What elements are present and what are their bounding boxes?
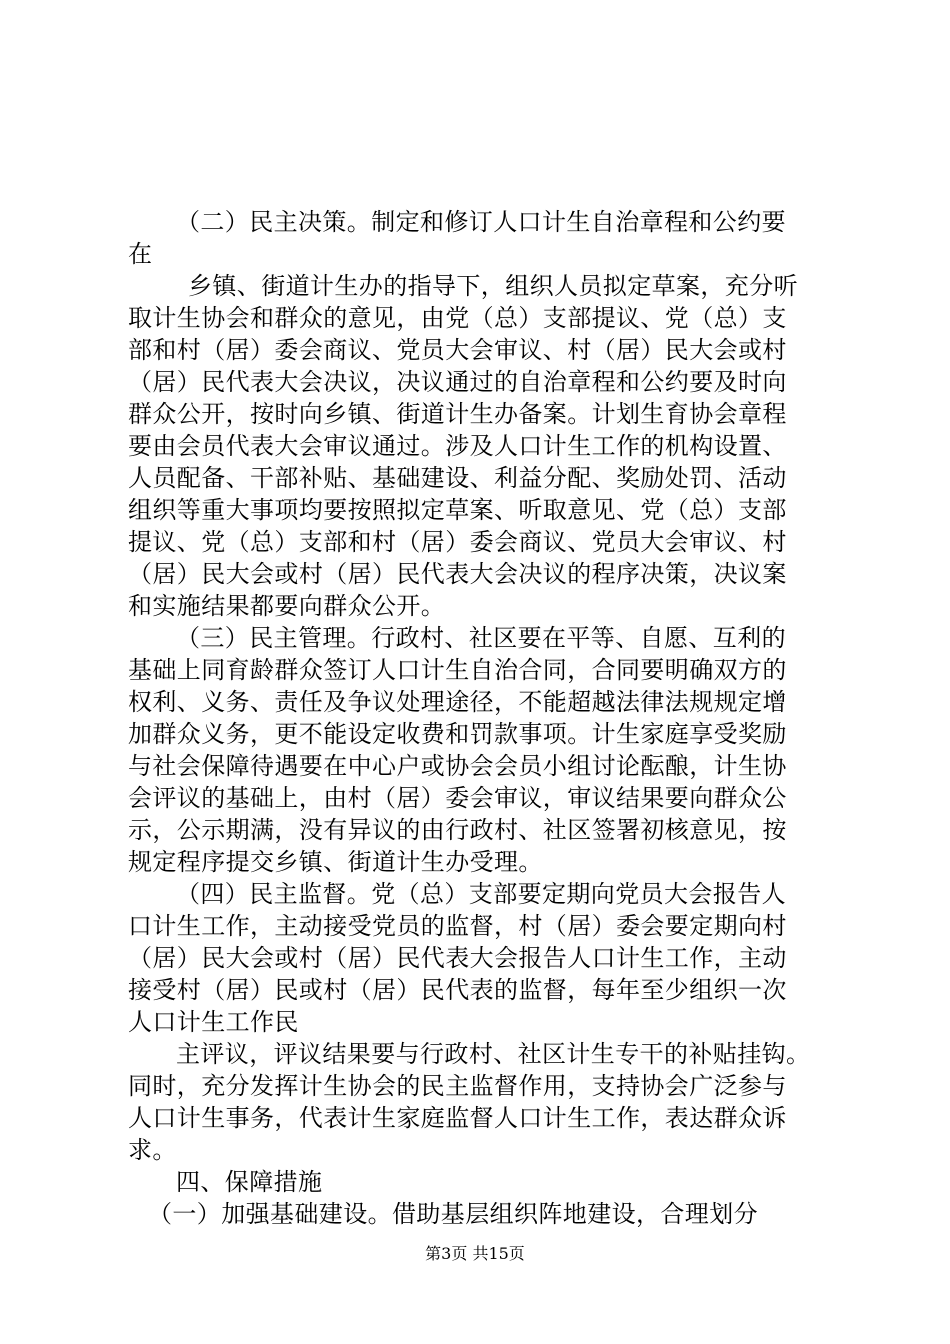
paragraph-line: （一）加强基础建设。借助基层组织阵地建设，合理划分 bbox=[148, 1200, 758, 1228]
paragraph-line: 在 bbox=[128, 240, 153, 268]
paragraph-line: （三）民主管理。行政村、社区要在平等、自愿、互利的 bbox=[176, 624, 786, 652]
paragraph-line: 规定程序提交乡镇、街道计生办受理。 bbox=[128, 848, 543, 876]
section-heading: 四、保障措施 bbox=[176, 1168, 323, 1196]
paragraph-line: 示，公示期满，没有异议的由行政村、社区签署初核意见，按 bbox=[128, 816, 787, 844]
paragraph-line: 同时，充分发挥计生协会的民主监督作用，支持协会广泛参与 bbox=[128, 1072, 787, 1100]
paragraph-line: 接受村（居）民或村（居）民代表的监督，每年至少组织一次 bbox=[128, 976, 787, 1004]
paragraph-line: 人口计生事务，代表计生家庭监督人口计生工作，表达群众诉 bbox=[128, 1104, 787, 1132]
paragraph-line: 基础上同育龄群众签订人口计生自治合同，合同要明确双方的 bbox=[128, 656, 787, 684]
paragraph-line: （二）民主决策。制定和修订人口计生自治章程和公约要 bbox=[176, 208, 786, 236]
paragraph-line: 组织等重大事项均要按照拟定草案、听取意见、党（总）支部 bbox=[128, 496, 787, 524]
paragraph-line: （四）民主监督。党（总）支部要定期向党员大会报告人 bbox=[176, 880, 786, 908]
paragraph-line: 与社会保障待遇要在中心户或协会会员小组讨论酝酿，计生协 bbox=[128, 752, 787, 780]
paragraph-line: 权利、义务、责任及争议处理途径，不能超越法律法规规定增 bbox=[128, 688, 787, 716]
paragraph-line: 口计生工作，主动接受党员的监督，村（居）委会要定期向村 bbox=[128, 912, 787, 940]
page-footer bbox=[0, 1244, 950, 1264]
paragraph-line: 人口计生工作民 bbox=[128, 1008, 299, 1036]
paragraph-line: 群众公开，按时向乡镇、街道计生办备案。计划生育协会章程 bbox=[128, 400, 787, 428]
paragraph-line: 乡镇、街道计生办的指导下，组织人员拟定草案，充分听 bbox=[188, 272, 798, 300]
paragraph-line: 人员配备、干部补贴、基础建设、利益分配、奖励处罚、活动 bbox=[128, 464, 787, 492]
paragraph-line: 部和村（居）委会商议、党员大会审议、村（居）民大会或村 bbox=[128, 336, 787, 364]
paragraph-line: 会评议的基础上，由村（居）委会审议，审议结果要向群众公 bbox=[128, 784, 787, 812]
paragraph-line: 加群众义务，更不能设定收费和罚款事项。计生家庭享受奖励 bbox=[128, 720, 787, 748]
paragraph-line: （居）民大会或村（居）民代表大会决议的程序决策，决议案 bbox=[128, 560, 787, 588]
paragraph-line: 提议、党（总）支部和村（居）委会商议、党员大会审议、村 bbox=[128, 528, 787, 556]
paragraph-line: 求。 bbox=[128, 1136, 177, 1164]
paragraph-line: 主评议，评议结果要与行政村、社区计生专干的补贴挂钩。 bbox=[176, 1040, 811, 1068]
paragraph-line: （居）民大会或村（居）民代表大会报告人口计生工作，主动 bbox=[128, 944, 787, 972]
document-body bbox=[128, 206, 848, 1230]
page-number-label: 第3页 共15页 bbox=[425, 1244, 525, 1263]
paragraph-line: 取计生协会和群众的意见，由党（总）支部提议、党（总）支 bbox=[128, 304, 787, 332]
paragraph-line: （居）民代表大会决议，决议通过的自治章程和公约要及时向 bbox=[128, 368, 787, 396]
paragraph-line: 要由会员代表大会审议通过。涉及人口计生工作的机构设置、 bbox=[128, 432, 787, 460]
paragraph-line: 和实施结果都要向群众公开。 bbox=[128, 592, 446, 620]
